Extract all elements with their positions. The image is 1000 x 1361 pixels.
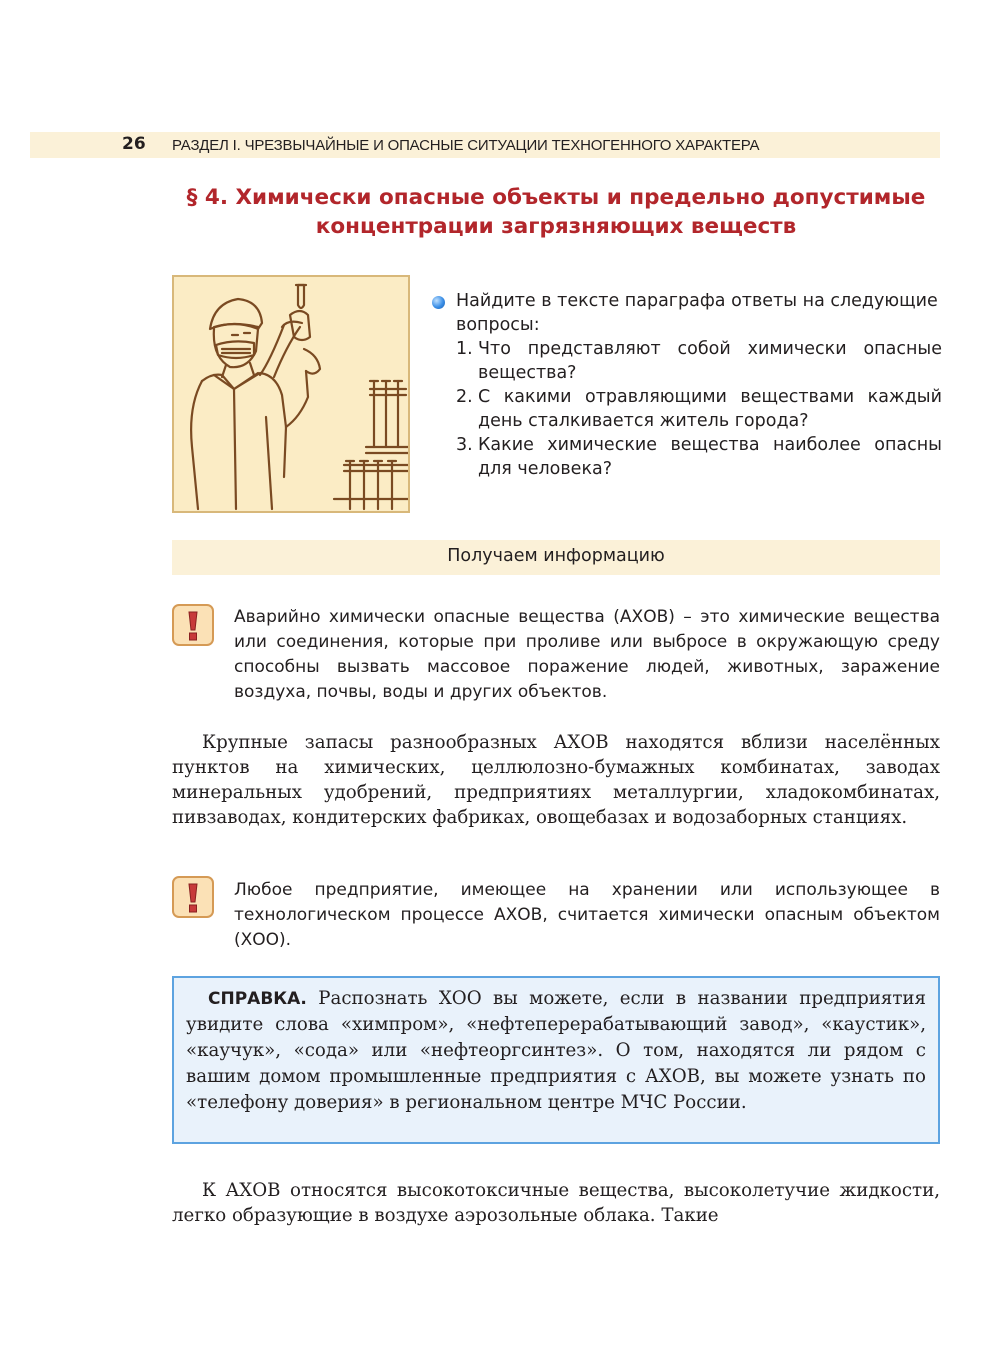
question-text: С какими отравляющими веществами каждый день сталкивается житель города?	[478, 387, 942, 431]
bullet-icon	[432, 296, 445, 309]
list-item	[456, 433, 942, 481]
list-item	[456, 337, 942, 385]
warning-text: Аварийно химически опасные вещества (АХОВ) – это химические вещества или соединения, которые при проливе или выбросе в окружающую среду способны вызвать массовое поражение людей, животных, заражение воздуха, почвы, воды и других объектов.	[234, 607, 940, 702]
warning-text: Любое предприятие, имеющее на хранении или использующее в технологическом процессе АХОВ, считается химически опасным объектом (ХОО).	[234, 880, 940, 950]
reference-text	[186, 986, 926, 1116]
paragraph: К АХОВ относятся высокотоксичные вещества, высоколетучие жидкости, легко образующие в воздухе аэрозольные облака. Такие	[172, 1180, 940, 1226]
paragraph: Крупные запасы разнообразных АХОВ находятся вблизи населённых пунктов на химических, целлюлозно-бумажных комбинатах, заводах минеральных удобрений, предприятиях металлургии, хладокомбинатах, пивзаводах, кондитерских фабриках, овощебазах и водозаборных станциях.	[172, 732, 940, 828]
title-line-1: § 4. Химически опасные объекты и предельно допустимые	[186, 185, 926, 210]
questions-intro: Найдите в тексте параграфа ответы на следующие вопросы:	[456, 291, 938, 335]
questions-block	[432, 289, 942, 481]
section-heading: Получаем информацию	[447, 546, 665, 566]
title-line-2: концентрации загрязняющих веществ	[315, 214, 797, 239]
reference-body: Распознать ХОО вы можете, если в названии предприятия увидите слова «химпром», «нефтеперерабатывающий завод», «каустик», «каучук», «сода» или «нефтеоргсинтез». О том, находятся ли рядом с вашим домом промышленные предприятия с АХОВ, вы можете узнать по «телефону доверия» в региональном центре МЧС России.	[186, 988, 926, 1113]
question-number: 2.	[456, 387, 473, 407]
questions-list	[456, 337, 942, 481]
question-number: 3.	[456, 435, 473, 455]
running-head: РАЗДЕЛ I. ЧРЕЗВЫЧАЙНЫЕ И ОПАСНЫЕ СИТУАЦИИ ТЕХНОГЕННОГО ХАРАКТЕРА	[172, 137, 760, 154]
question-number: 1.	[456, 339, 473, 359]
list-item	[456, 385, 942, 433]
reference-label: СПРАВКА.	[208, 989, 307, 1009]
question-text: Какие химические вещества наиболее опасны для человека?	[478, 435, 942, 479]
question-text: Что представляют собой химически опасные вещества?	[478, 339, 942, 383]
lab-technician-illustration	[172, 275, 410, 513]
page-title	[172, 183, 940, 241]
warning-icon	[172, 604, 214, 646]
page-number: 26	[122, 134, 146, 154]
warning-icon	[172, 876, 214, 918]
